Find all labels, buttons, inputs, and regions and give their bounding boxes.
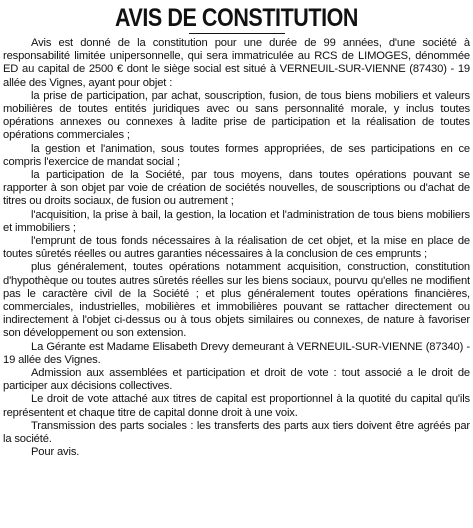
- paragraph-object-company-participation: la participation de la Société, par tous moyens, dans toutes opérations pouvant se rapporter à son objet par voie de création de sociétés nouvelles, de souscriptions ou d'achat de titres ou droits sociaux, de fusion ou autrement ;: [3, 169, 470, 208]
- paragraph-manager: La Gérante est Madame Elisabeth Drevy demeurant à VERNEUIL-SUR-VIENNE (87340) - 19 allée des Vignes.: [3, 340, 470, 366]
- paragraph-object-management: la gestion et l'animation, sous toutes formes appropriées, de ses participations en ce compris l'exercice de mandat social ;: [3, 142, 470, 168]
- notice-title: AVIS DE CONSTITUTION: [114, 4, 359, 32]
- notice-body: [3, 37, 470, 460]
- paragraph-share-transfer: Transmission des parts sociales : les transferts des parts aux tiers doivent être agréés par la société.: [3, 419, 470, 446]
- title-underline: [189, 33, 285, 34]
- paragraph-object-participation: la prise de participation, par achat, souscription, fusion, de tous biens mobiliers et valeurs mobilières de toutes entités juridiques avec ou sans personnalité morale, y inclus toutes opérations annexes ou connexes à ladite prise de participation et la réalisation de toutes opérations commerciales ;: [3, 89, 470, 142]
- paragraph-assemblies: Admission aux assemblées et participation et droit de vote : tout associé a le droit de participer aux décisions collectives.: [3, 367, 470, 393]
- paragraph-object-general: plus généralement, toutes opérations notamment acquisition, construction, constitution d'hypothèque ou toutes autres sûretés réelles sur les biens sociaux, pourvu qu'elles ne modifient pas le caractère civil de la Société ; et plus généralement toutes opérations financières, commerciales, industrielles, mobilières et immobilières pouvant se rattacher directement ou indirectement à l'objet ci-dessus ou à tous objets similaires ou connexes, de nature à favoriser son développement ou son extension.: [3, 261, 470, 340]
- paragraph-voting-rights: Le droit de vote attaché aux titres de capital est proportionnel à la quotité du capital qu'ils représentent et chaque titre de capital donne droit à une voix.: [3, 393, 470, 419]
- paragraph-object-borrowing: l'emprunt de tous fonds nécessaires à la réalisation de cet objet, et la mise en place de toutes sûretés réelles ou autres garanties nécessaires à la conclusion de ces emprunts ;: [3, 235, 470, 261]
- paragraph-closing: Pour avis.: [31, 446, 80, 459]
- paragraph-intro: Avis est donné de la constitution pour une durée de 99 années, d'une société à responsabilité limitée unipersonnelle, qui sera immatriculée au RCS de LIMOGES, dénommée ED au capital de 2500 € dont le siège social est situé à VERNEUIL-SUR-VIENNE (87430) - 19 allée des Vignes, ayant pour objet :: [3, 37, 470, 89]
- paragraph-object-real-estate: l'acquisition, la prise à bail, la gestion, la location et l'administration de tous biens mobiliers et immobiliers ;: [3, 208, 470, 234]
